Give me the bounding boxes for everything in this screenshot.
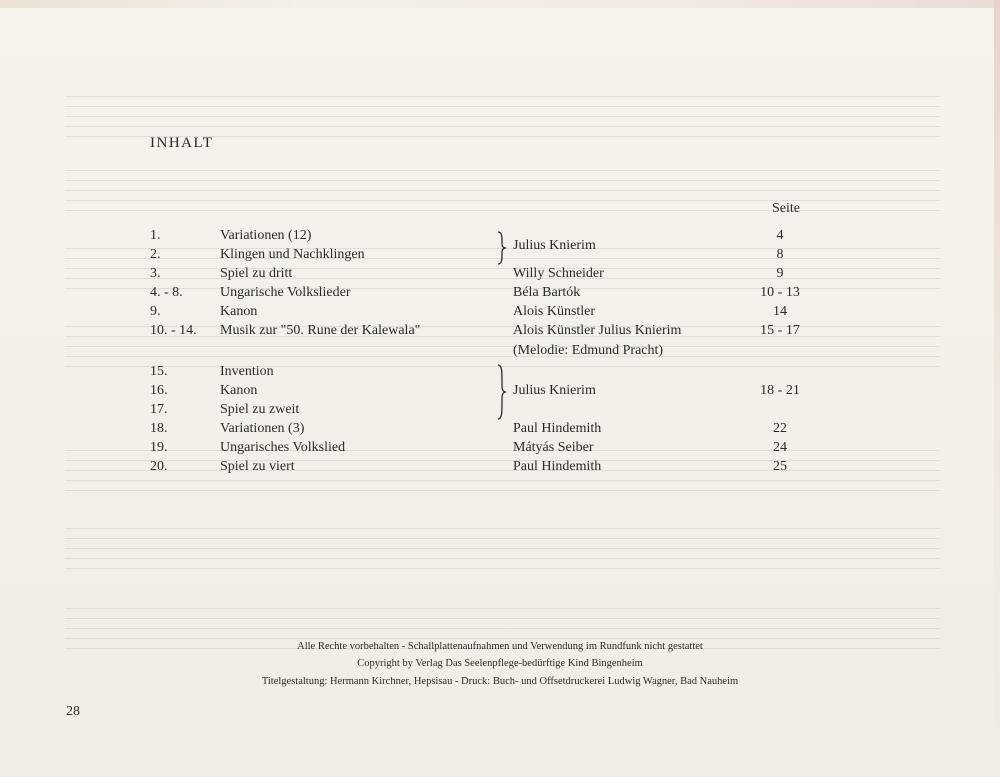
entry-composer: Julius Knierim [513,383,596,398]
footer-credits: Titelgestaltung: Hermann Kirchner, Hepsisau - Druck: Buch- und Offsetdruckerei Ludwig Wagner, Bad Nauheim [261,676,739,687]
entry-number: 10. - 14. [150,323,197,338]
entry-page: 10 - 13 [760,285,800,300]
footer-copyright: Copyright by Verlag Das Seelenpflege-bedürftige Kind Bingenheim [357,658,643,669]
page-column-header: Seite [772,201,800,216]
entry-title: Variationen (3) [220,421,305,436]
entry-composer-note: (Melodie: Edmund Pracht) [513,343,664,358]
entry-page: 15 - 17 [760,323,800,338]
entry-number: 2. [150,247,161,262]
entry-title: Klingen und Nachklingen [220,247,365,262]
entry-title: Kanon [220,383,258,398]
grouping-brace-icon [494,231,508,265]
entry-number: 19. [150,440,168,455]
entry-composer: Alois Künstler [513,304,596,319]
entry-number: 17. [150,402,168,417]
entry-page: 25 [773,459,787,474]
entry-composer: Béla Bartók [513,285,581,300]
entry-number: 3. [150,266,161,281]
entry-title: Ungarische Volkslieder [220,285,351,300]
entry-number: 15. [150,364,168,379]
entry-page: 14 [773,304,787,319]
entry-composer: Mátyás Seiber [513,440,594,455]
entry-composer: Paul Hindemith [513,459,602,474]
entry-number: 9. [150,304,161,319]
entry-title: Invention [220,364,274,379]
entry-title: Spiel zu viert [220,459,295,474]
entry-page: 9 [776,266,784,281]
entry-page: 22 [773,421,787,436]
entry-page: 8 [776,247,784,262]
paper-edge-top [0,0,1000,8]
entry-title: Spiel zu zweit [220,402,300,417]
entry-title: Variationen (12) [220,228,312,243]
entry-page: 18 - 21 [760,383,800,398]
entry-title: Kanon [220,304,258,319]
entry-number: 18. [150,421,168,436]
page-number: 28 [66,704,80,719]
entry-page: 24 [773,440,787,455]
entry-composer: Alois Künstler Julius Knierim [513,323,682,338]
entry-composer: Julius Knierim [513,238,596,253]
contents-title: INHALT [150,135,214,151]
entry-number: 4. - 8. [150,285,183,300]
entry-title: Ungarisches Volkslied [220,440,346,455]
entry-composer: Paul Hindemith [513,421,602,436]
footer-rights: Alle Rechte vorbehalten - Schallplattenaufnahmen und Verwendung im Rundfunk nicht gestattet [297,641,703,652]
entry-composer: Willy Schneider [513,266,604,281]
entry-number: 20. [150,459,168,474]
grouping-brace-icon [494,364,508,420]
entry-title: Musik zur "50. Rune der Kalewala" [220,323,421,338]
entry-number: 16. [150,383,168,398]
entry-title: Spiel zu dritt [220,266,293,281]
entry-page: 4 [776,228,784,243]
entry-number: 1. [150,228,161,243]
